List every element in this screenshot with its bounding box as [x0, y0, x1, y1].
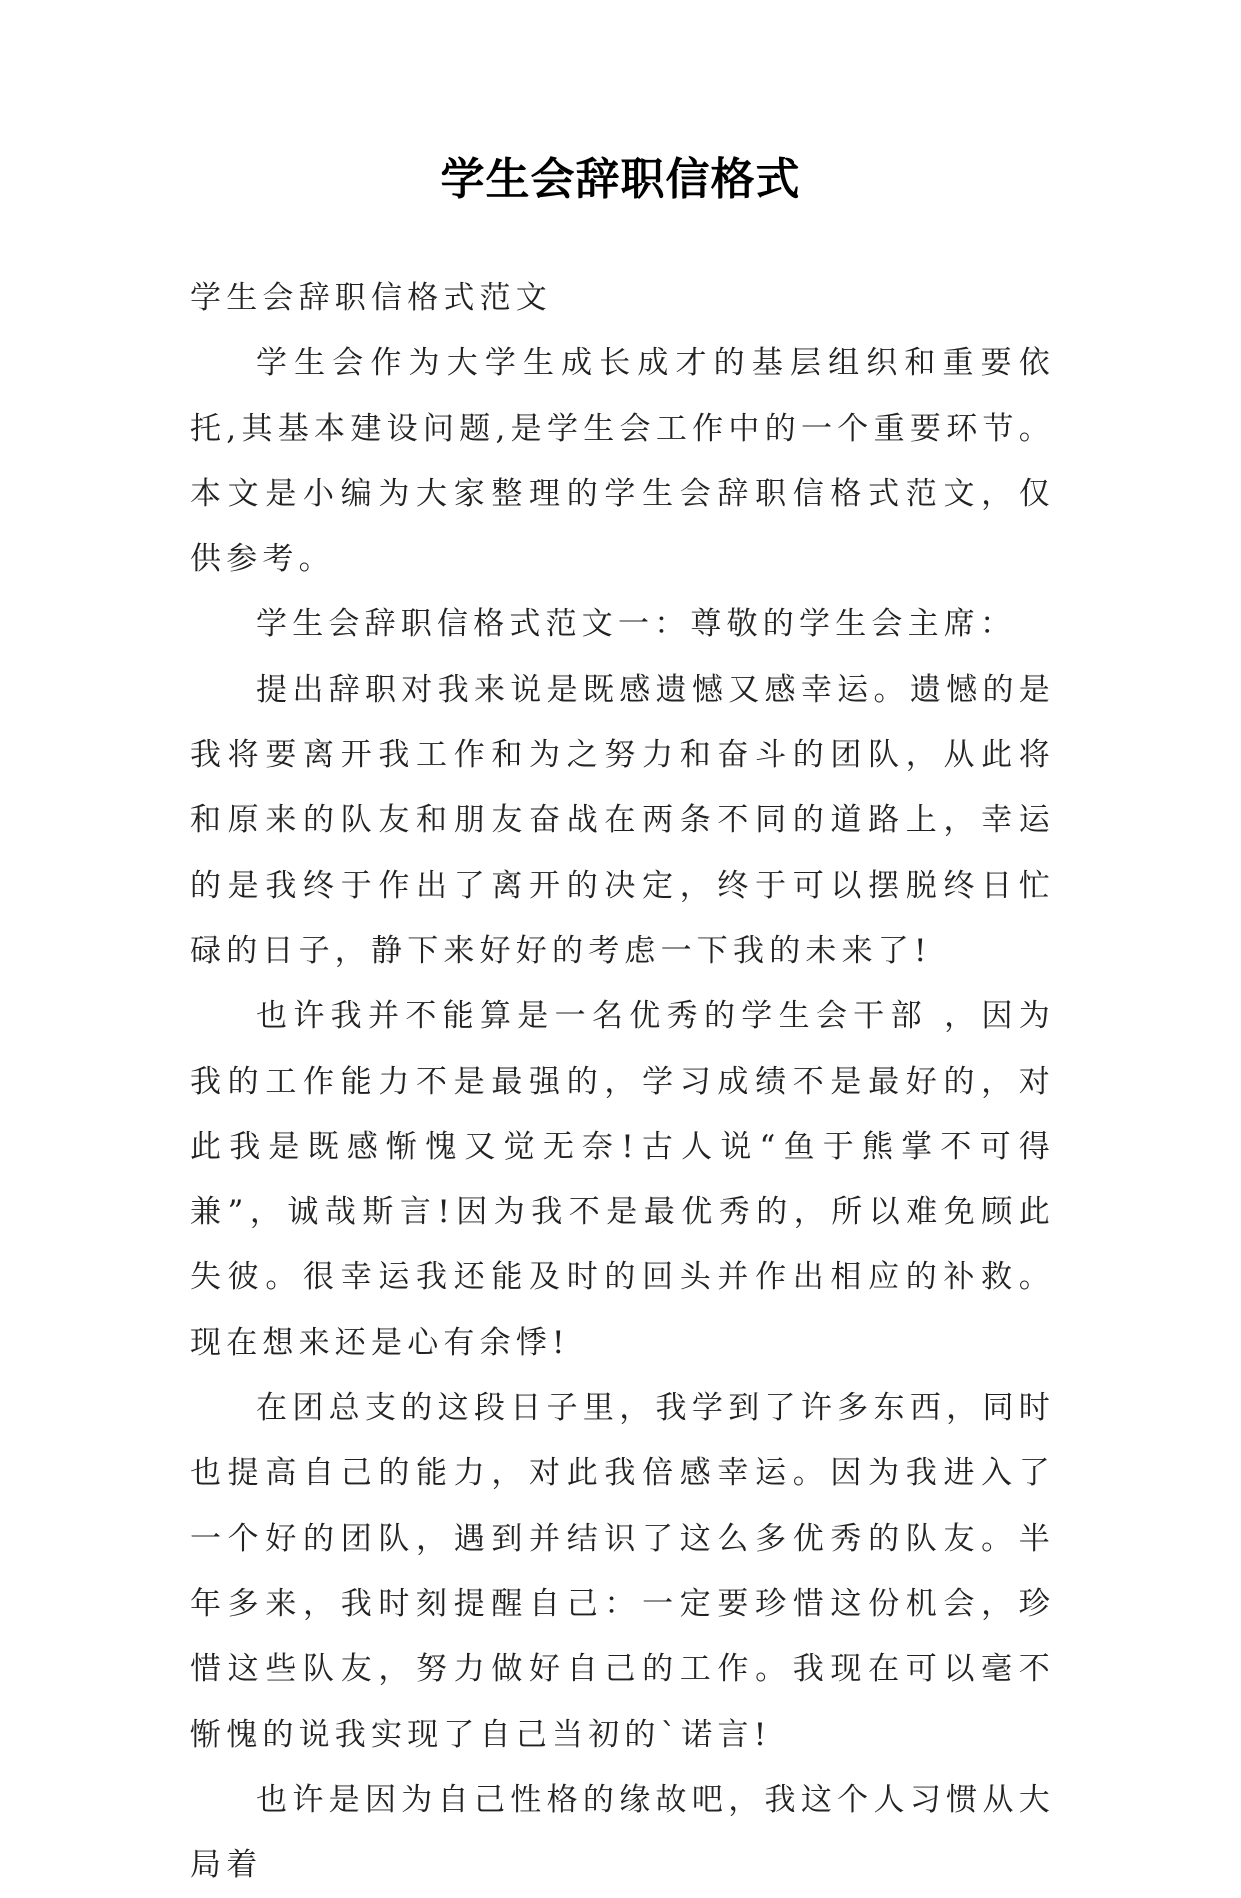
document-title: 学生会辞职信格式 [440, 154, 801, 205]
paragraph-1: 提出辞职对我来说是既感遗憾又感幸运。遗憾的是我将要离开我工作和为之努力和奋斗的团队，从此将和原来的队友和朋友奋战在两条不同的道路上，幸运的是我终于作出了离开的决定，终于可以摆脱终日忙碌的日子，静下来好好的考虑一下我的未来了! [190, 671, 1055, 969]
paragraph-4: 也许是因为自己性格的缘故吧，我这个人习惯从大局着 [190, 1781, 1055, 1884]
section-heading: 学生会辞职信格式范文 [190, 280, 552, 316]
paragraph-2: 也许我并不能算是一名优秀的学生会干部 ，因为我的工作能力不是最强的，学习成绩不是最好的，对此我是既感惭愧又觉无奈!古人说“鱼于熊掌不可得兼”，诚哉斯言!因为我不是最优秀的，所以难免顾此失彼。很幸运我还能及时的回头并作出相应的补救。现在想来还是心有余悸! [190, 998, 1055, 1361]
paragraph-salutation: 学生会辞职信格式范文一：尊敬的学生会主席： [256, 606, 1017, 643]
paragraph-intro: 学生会作为大学生成长成才的基层组织和重要依托,其基本建设问题,是学生会工作中的一个重要环节。本文是小编为大家整理的学生会辞职信格式范文，仅供参考。 [190, 345, 1055, 578]
document-body [190, 266, 1055, 1898]
paragraph-3: 在团总支的这段日子里，我学到了许多东西，同时也提高自己的能力，对此我倍感幸运。因为我进入了一个好的团队，遇到并结识了这么多优秀的队友。半年多来，我时刻提醒自己：一定要珍惜这份机会，珍惜这些队友，努力做好自己的工作。我现在可以毫不惭愧的说我实现了自己当初的`诺言! [190, 1390, 1055, 1753]
